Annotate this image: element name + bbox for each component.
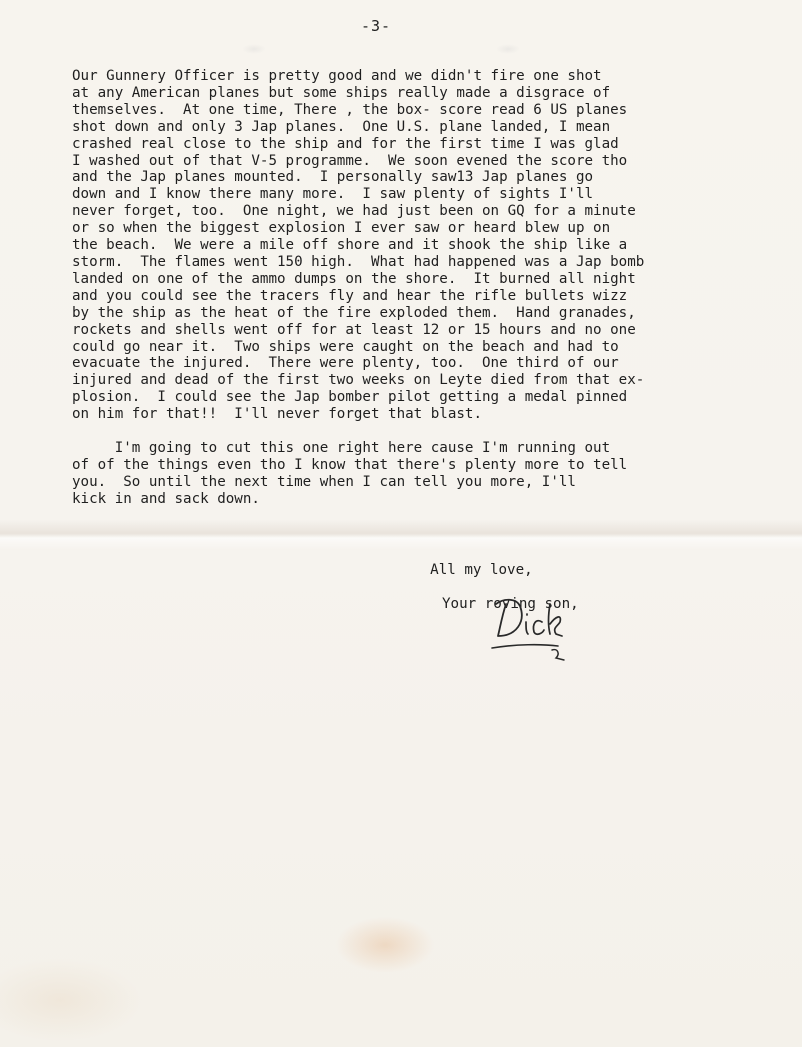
closing-salutation: All my love, [430, 561, 533, 578]
body-line: and the Jap planes mounted. I personally saw13 Jap planes go [72, 169, 594, 186]
body-line: plosion. I could see the Jap bomber pilot getting a medal pinned [72, 389, 628, 406]
punch-mark-left [242, 44, 266, 54]
body-line: on him for that!! I'll never forget that blast. [72, 406, 482, 423]
body-line: down and I know there many more. I saw plenty of sights I'll [72, 186, 594, 203]
body-line: landed on one of the ammo dumps on the shore. It burned all night [72, 270, 636, 287]
closing-signoff: Your roving son, [442, 595, 579, 612]
letter-body [72, 68, 772, 508]
body-line: kick in and sack down. [72, 490, 260, 507]
body-line: by the ship as the heat of the fire exploded them. Hand granades, [72, 304, 636, 321]
body-line: could go near it. Two ships were caught on the beach and had to [72, 338, 619, 355]
body-line: of of the things even tho I know that there's plenty more to tell [72, 456, 628, 473]
body-line: you. So until the next time when I can tell you more, I'll [72, 473, 576, 490]
body-line: I washed out of that V-5 programme. We soon evened the score tho [72, 152, 628, 169]
body-line: or so when the biggest explosion I ever saw or heard blew up on [72, 220, 611, 237]
body-line: at any American planes but some ships really made a disgrace of [72, 84, 611, 101]
body-line: evacuate the injured. There were plenty, too. One third of our [72, 355, 619, 372]
body-line: crashed real close to the ship and for the first time I was glad [72, 135, 619, 152]
body-line: shot down and only 3 Jap planes. One U.S. plane landed, I mean [72, 118, 611, 135]
body-line: injured and dead of the first two weeks on Leyte died from that ex- [72, 372, 645, 389]
body-line: never forget, too. One night, we had just been on GQ for a minute [72, 203, 636, 220]
body-line: I'm going to cut this one right here cause I'm running out [72, 439, 611, 456]
body-line: the beach. We were a mile off shore and it shook the ship like a [72, 237, 628, 254]
body-line: rockets and shells went off for at least 12 or 15 hours and no one [72, 321, 636, 338]
handwritten-signature [486, 588, 576, 668]
body-line: themselves. At one time, There , the box- score read 6 US planes [72, 101, 628, 118]
body-line: and you could see the tracers fly and hear the rifle bullets wizz [72, 287, 628, 304]
body-line: Our Gunnery Officer is pretty good and we didn't fire one shot [72, 68, 602, 84]
page-number: -3- [360, 17, 392, 35]
punch-mark-right [496, 44, 520, 54]
body-line: storm. The flames went 150 high. What had happened was a Jap bomb [72, 253, 645, 270]
